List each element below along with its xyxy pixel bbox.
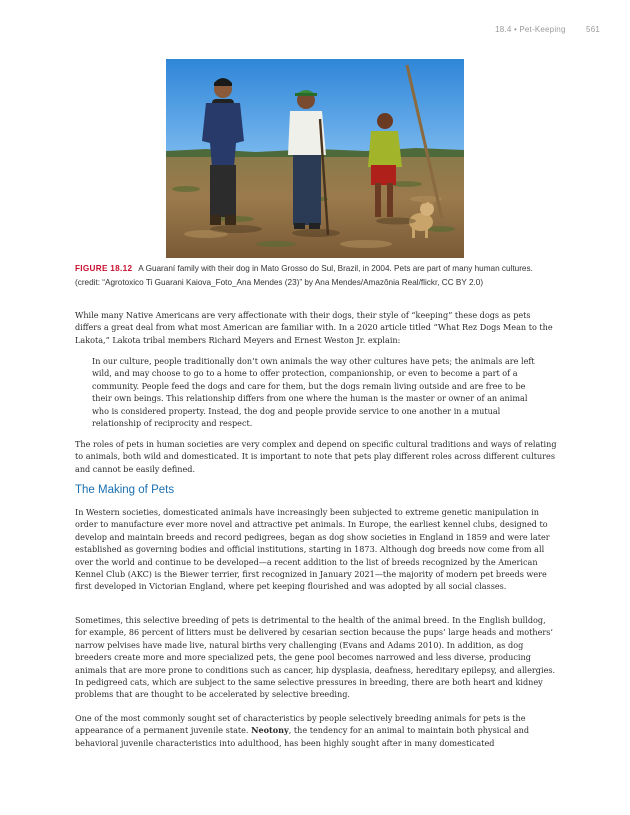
paragraph-text: Sometimes, this selective breeding of pets is detrimental to the health of the animal breed. In the English bulldog, for example, 86 percent of litters must be delivered by cesarian section because the pups’ large heads and mothers’ narrow pelvises have made live, natural births very challenging (Evans and Adams 2010). In addition, as dog breeders create more and more specialized pets, the gene pool becomes narrowed and less diverse, producing animals that are more prone to conditions such as cancer, hip dysplasia, deafness, hereditary epilepsy, and allergies. In pedigreed cats, which are subject to the same selective pressures in breeding, there are both heart and kidney problems that are thought to be accelerated by selective breeding. bbox=[75, 615, 556, 700]
paragraph-end: , the tendency for an animal to maintain both physical and behavioral juvenile characteristics into adulthood, has been highly sought after in many domesticated bbox=[75, 725, 530, 748]
figure-label: FIGURE 18.12 bbox=[75, 264, 133, 273]
paragraph-western-societies bbox=[75, 506, 559, 593]
quote-text: In our culture, people traditionally don’t own animals the way other cultures have pets; the animals are left wild, and may choose to go to a home to offer protection, companionship, or even to become a part of a community. People feed the dogs and care for them, but the dogs remain living outside and are free to be their own beings. This relationship differs from one where the human is the master or owner of an animal who is considered property. Instead, the dog and people provide service to one another in a mutual relationship of reciprocity and respect. bbox=[92, 356, 535, 429]
running-head bbox=[495, 25, 600, 34]
paragraph-roles bbox=[75, 438, 559, 475]
paragraph-intro bbox=[75, 309, 559, 346]
paragraph-text bbox=[75, 712, 559, 749]
figure-photo bbox=[166, 59, 464, 258]
paragraph-neotony bbox=[75, 712, 559, 749]
paragraph-text: In Western societies, domesticated animals have increasingly been subjected to extreme genetic manipulation in order to manufacture ever more novel and attractive pet animals. In Europe, the earliest kennel clubs, designed to develop and maintain breeds and record pedigrees, began as dog show societies in England in 1859 and were later established as governing bodies and official institutions, starting in 1873. Although dog breeds now come from all over the world and continue to be developed—a recent addition to the list of breeds recognized by the American Kennel Club (AKC) is the Biewer terrier, first recognized in January 2021—the majority of modern pet breeds were first developed in Victorian England, where pet keeping flourished and was adopted by all social classes. bbox=[75, 507, 550, 592]
page-number: 561 bbox=[586, 25, 600, 34]
key-term-neotony: Neotony bbox=[251, 725, 289, 736]
paragraph-text: While many Native Americans are very affectionate with their dogs, their style of “keeping” these dogs as pets differs a great deal from what most American are familiar with. In a 2020 article titled “What Rez Dogs Mean to the Lakota,” Lakota tribal members Richard Meyers and Ernest Weston Jr. explain: bbox=[75, 310, 553, 345]
figure-caption-text: A Guaraní family with their dog in Mato Grosso do Sul, Brazil, in 2004. Pets are part of many human cultures. (credit: “Agrotoxico Ti Guarani Kaiova_Foto_Ana Mendes (23)” by Ana Mendes/Amazônia Real/flickr, CC BY 2.0) bbox=[75, 264, 533, 287]
figure-caption bbox=[75, 262, 560, 289]
section-heading: The Making of Pets bbox=[75, 484, 175, 496]
block-quote bbox=[92, 355, 535, 429]
paragraph-start: One of the most commonly sought set of characteristics by people selectively breeding animals for pets is the appearance of a permanent juvenile state. bbox=[75, 713, 526, 736]
paragraph-selective-breeding bbox=[75, 614, 559, 701]
paragraph-text: The roles of pets in human societies are very complex and depend on specific cultural traditions and ways of relating to animals, both wild and domesticated. It is important to note that pets play different roles across different cultures and cannot be easily defined. bbox=[75, 439, 557, 474]
section-label: 18.4 • Pet-Keeping bbox=[495, 25, 566, 34]
